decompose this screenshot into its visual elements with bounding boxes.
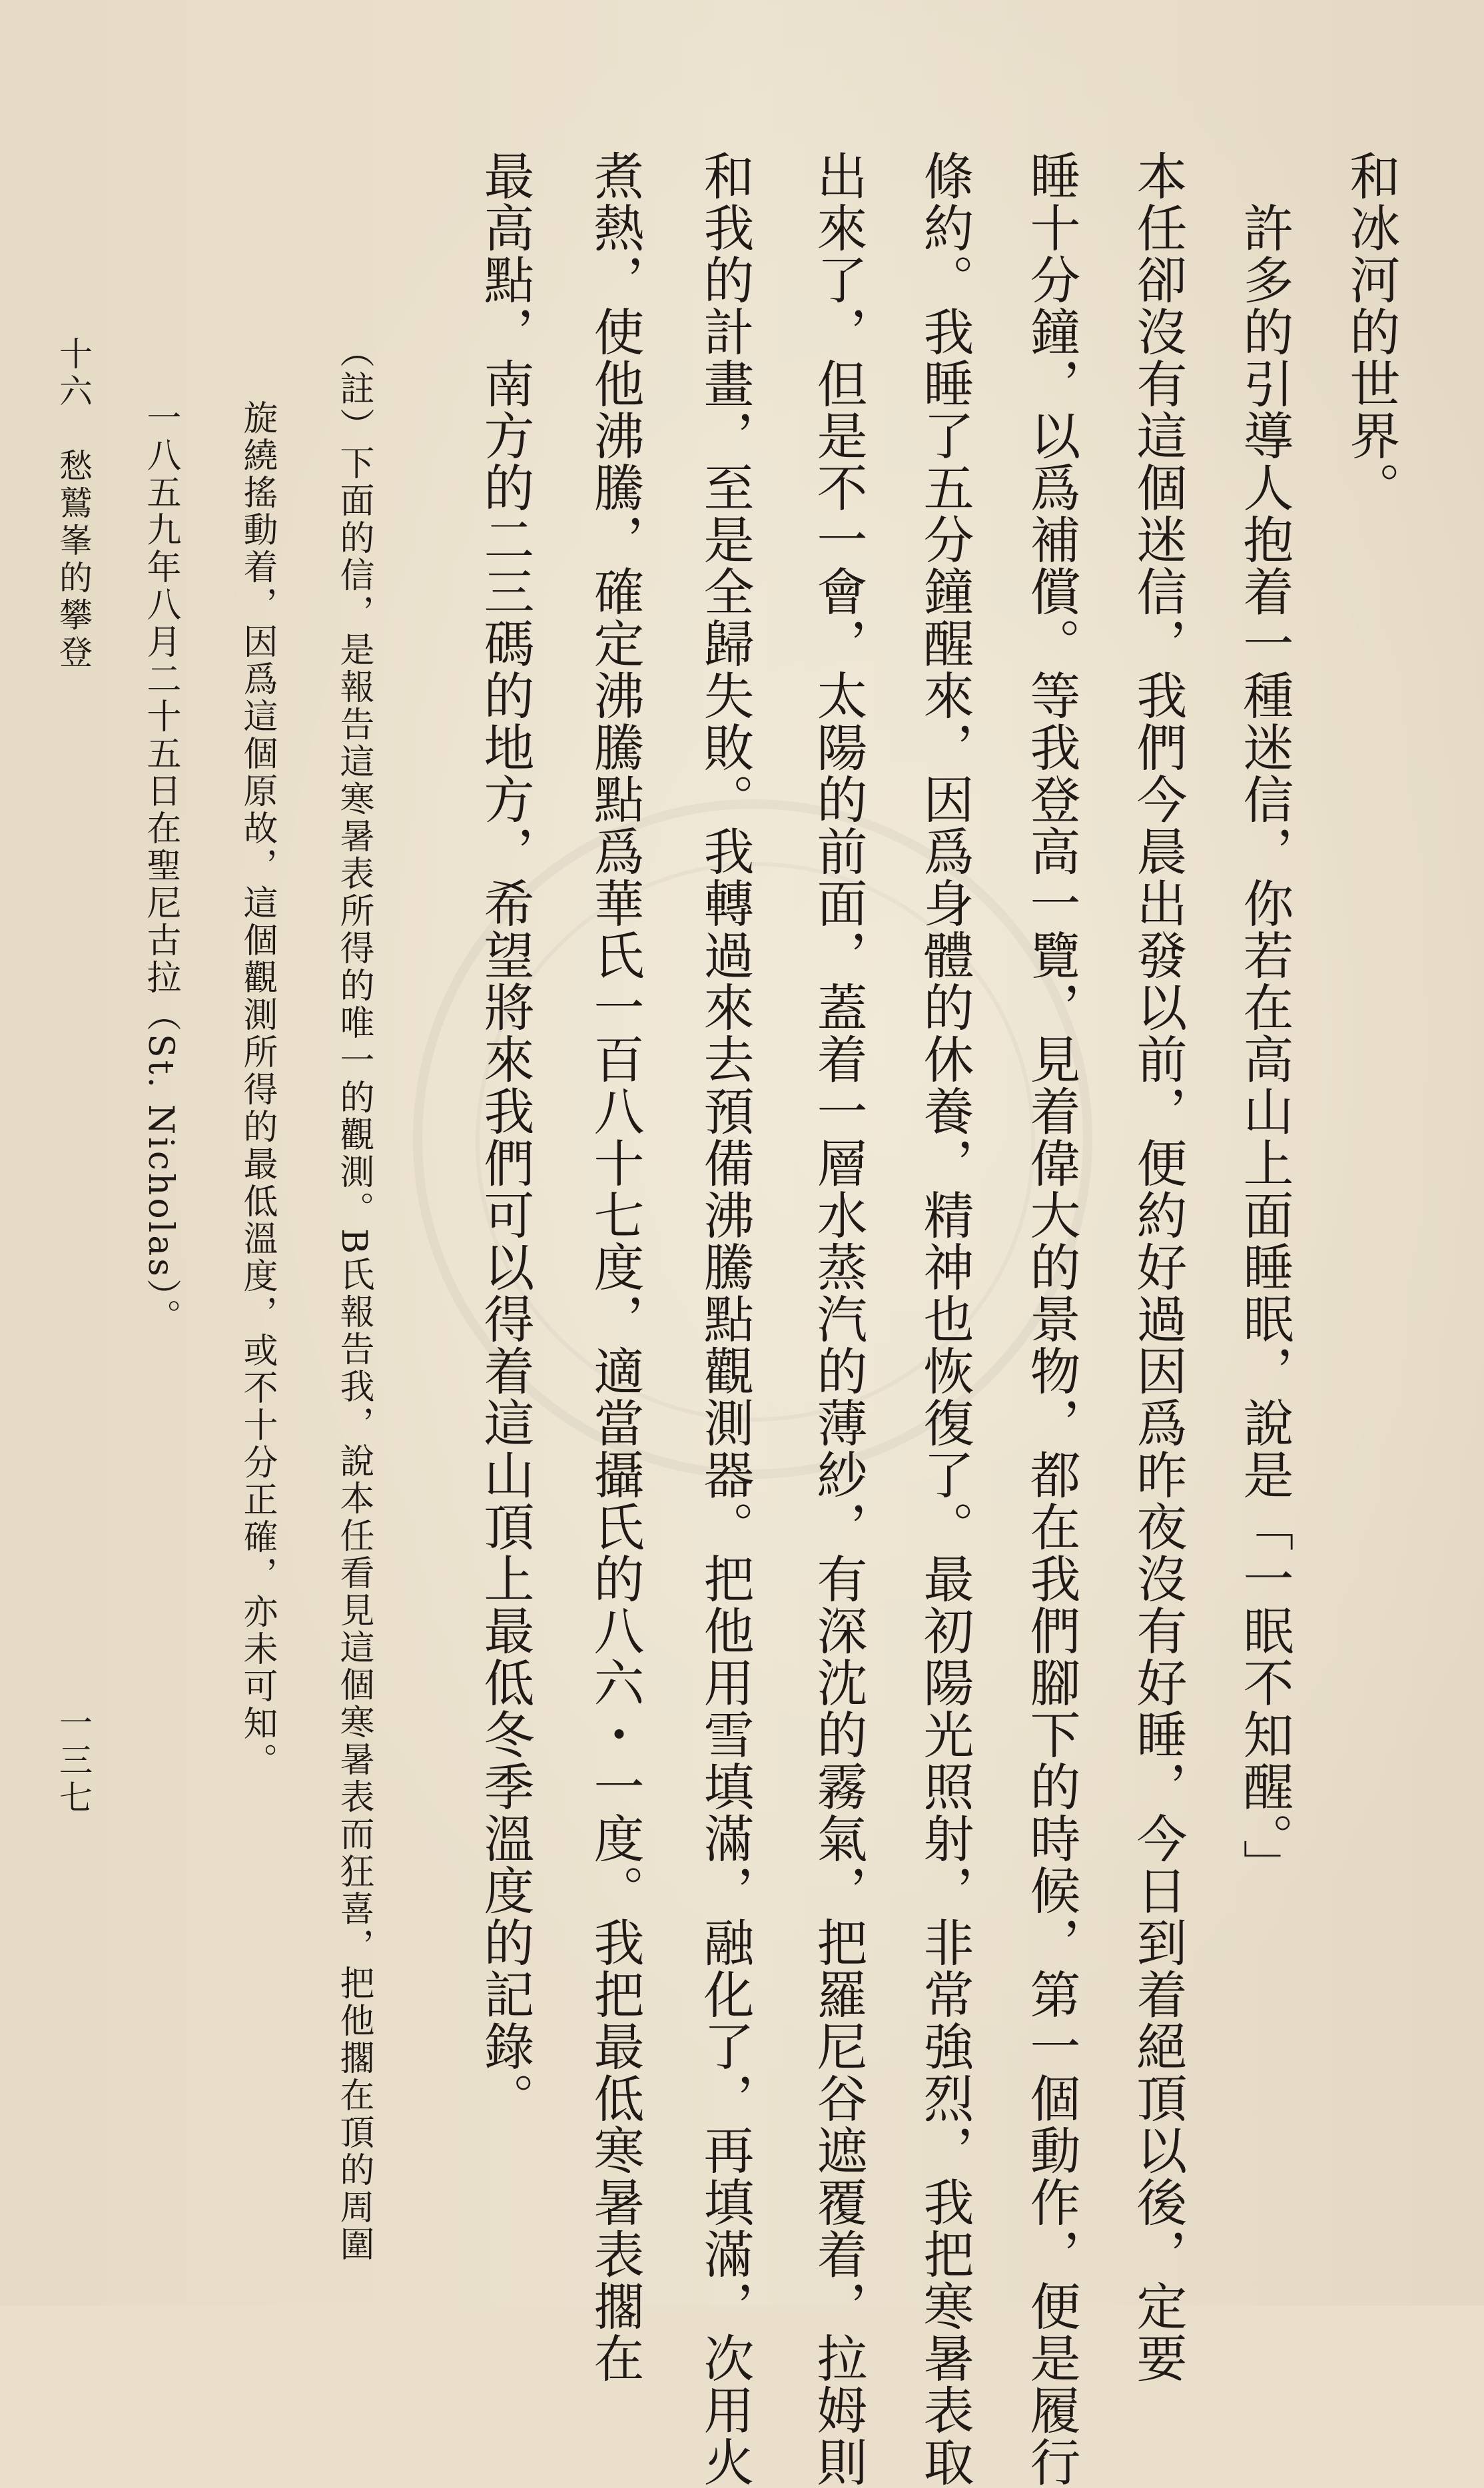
body-column-6: 出來了，但是不一會，太陽的前面，蓋着一層水蒸汽的薄紗，有深沈的霧氣，把羅尼谷遮覆着，拉姆則 — [809, 150, 868, 2488]
footnote-column-3: 一八五九年八月二十五日在聖尼古拉（St. Nicholas）。 — [141, 400, 181, 1336]
body-column-4: 睡十分鐘，以爲補償。等我登高一覽，見着偉大的景物，都在我們腳下的時候，第一個動作，便是履行 — [1022, 150, 1081, 2488]
body-column-7: 和我的計畫，至是全歸失敗。我轉過來去預備沸騰點觀測器。把他用雪填滿，融化了，再填滿，次用火 — [695, 150, 755, 2488]
body-column-1: 和冰河的世界。 — [1341, 150, 1401, 514]
body-column-2: 許多的引導人抱着一種迷信，你若在高山上面睡眠，說是「一眠不知醒。」 — [1235, 150, 1294, 1891]
body-column-5: 條約。我睡了五分鐘醒來，因爲身體的休養，精神也恢復了。最初陽光照射，非常強烈，我把寒暑表取 — [915, 150, 974, 2488]
running-footer-chapter: 十六 愁鷲峯的攀登 — [54, 336, 93, 672]
footnote-column-2: 旋繞搖動着，因爲這個原故，這個觀測所得的最低溫度，或不十分正確，亦未可知。 — [237, 400, 277, 1780]
page-number: 一三七 — [54, 1705, 93, 1817]
body-column-8: 煮熱，使他沸騰，確定沸騰點爲華氏一百八十七度，適當攝氏的八六・一度。我把最低寒暑表擱在 — [585, 150, 645, 2384]
footnote-column-1: （註）下面的信，是報告這寒暑表所得的唯一的觀測。B氏報告我，說本任看見這個寒暑表而狂喜，把他擱在頂的周圍 — [334, 333, 374, 2264]
body-column-9: 最高點，南方的二三碼的地方，希望將來我們可以得着這山頂上最低冬季溫度的記錄。 — [476, 150, 535, 2124]
body-column-3: 本任卻沒有這個迷信，我們今晨出發以前，便約好過因爲昨夜沒有好睡，今日到着絕頂以後，定要 — [1128, 150, 1188, 2384]
